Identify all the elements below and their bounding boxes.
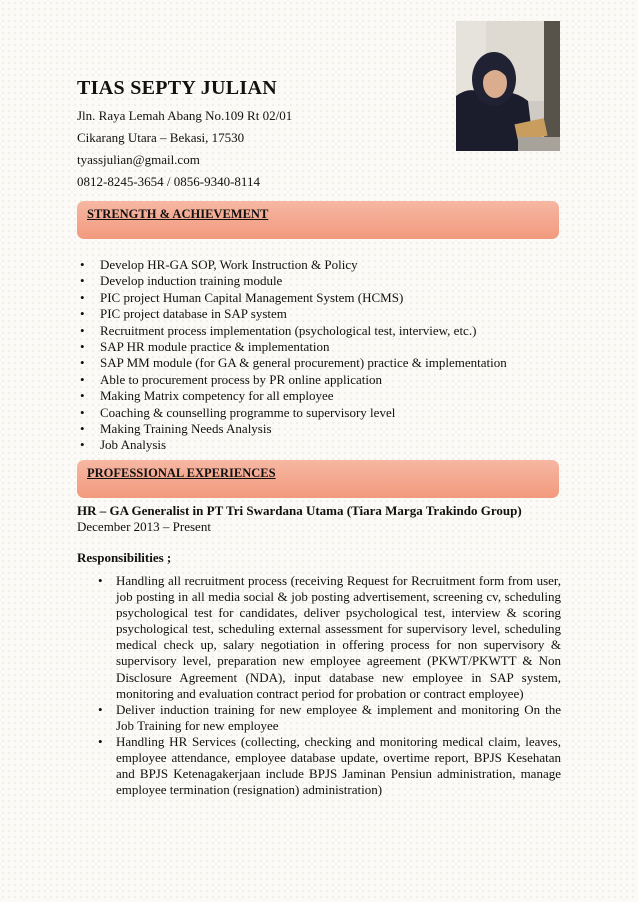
strength-section-header bbox=[77, 201, 559, 239]
list-item: • Handling all recruitment process (receiving Request for Recruitment form from user, job posting in all media social & job posting advertisement, screening cv, scheduling psychological test for candidates, deliver psychological test, interview & scoring psychological test, scheduling external assessment for supervisory level, scheduling medical check up, salary negotiation in offering process for non supervisory & supervisory level, preparation new employee agreement (PKWT/PKWTT & Non Disclosure Agreement (NDA), input database new employee in SAP system, monitoring and evaluation contract period for probation or contract employee) bbox=[96, 573, 561, 702]
address-line-2: Cikarang Utara – Bekasi, 17530 bbox=[77, 130, 245, 145]
job-period: December 2013 – Present bbox=[77, 519, 211, 534]
strength-list bbox=[79, 257, 507, 454]
email-address: tyassjulian@gmail.com bbox=[77, 152, 200, 167]
list-item: • Making Training Needs Analysis bbox=[79, 421, 507, 437]
strength-section-title: STRENGTH & ACHIEVEMENT bbox=[87, 207, 269, 221]
candidate-name: TIAS SEPTY JULIAN bbox=[77, 77, 277, 99]
address-line-1: Jln. Raya Lemah Abang No.109 Rt 02/01 bbox=[77, 108, 293, 123]
list-item: • PIC project database in SAP system bbox=[79, 306, 507, 322]
profile-photo bbox=[456, 21, 560, 151]
list-item: • SAP HR module practice & implementation bbox=[79, 339, 507, 355]
list-item: • Recruitment process implementation (psychological test, interview, etc.) bbox=[79, 323, 507, 339]
experience-section-title: PROFESSIONAL EXPERIENCES bbox=[87, 466, 276, 480]
experience-section-header bbox=[77, 460, 559, 498]
responsibilities-list bbox=[96, 573, 561, 798]
job-title: HR – GA Generalist in PT Tri Swardana Utama (Tiara Marga Trakindo Group) bbox=[77, 503, 522, 518]
list-item: • Deliver induction training for new employee & implement and monitoring On the Job Training for new employee bbox=[96, 702, 561, 734]
responsibilities-heading: Responsibilities ; bbox=[77, 550, 172, 565]
phone-numbers: 0812-8245-3654 / 0856-9340-8114 bbox=[77, 174, 260, 189]
list-item: • Handling HR Services (collecting, checking and monitoring medical claim, leaves, employee attendance, employee database update, overtime report, BPJS Kesehatan and BPJS Ketenagakerjaan include BPJS Jaminan Pensiun administration, manage employee termination (resignation) administration) bbox=[96, 734, 561, 798]
list-item: • Develop HR-GA SOP, Work Instruction & Policy bbox=[79, 257, 507, 273]
list-item: • Able to procurement process by PR online application bbox=[79, 372, 507, 388]
list-item: • Making Matrix competency for all employee bbox=[79, 388, 507, 404]
list-item: • Develop induction training module bbox=[79, 273, 507, 289]
list-item: • PIC project Human Capital Management System (HCMS) bbox=[79, 290, 507, 306]
list-item: • Coaching & counselling programme to supervisory level bbox=[79, 405, 507, 421]
list-item: • Job Analysis bbox=[79, 437, 507, 453]
list-item: • SAP MM module (for GA & general procurement) practice & implementation bbox=[79, 355, 507, 371]
